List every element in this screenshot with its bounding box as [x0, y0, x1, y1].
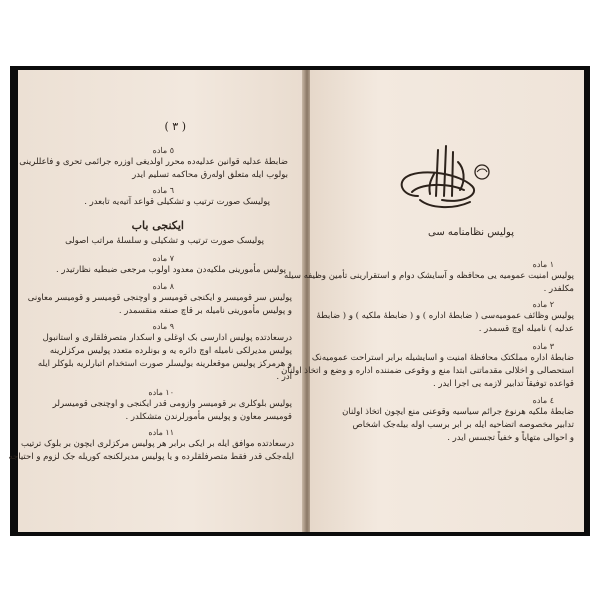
- article-heading: ١٠ ماده: [148, 388, 174, 397]
- article-heading: ١ ماده: [532, 260, 554, 269]
- article-heading: ٤ ماده: [532, 396, 554, 405]
- article-heading: ٩ ماده: [152, 322, 174, 331]
- article-heading: ٣ ماده: [532, 342, 554, 351]
- text-line: ضابطهٔ ملکیه هرنوع جرائم سیاسیه وقوعنی منع ایچون اتخاذ اولنان: [342, 407, 574, 417]
- text-line: پولیس وظائف عمومیه‌سی ( ضابطهٔ اداره ) و ( ضابطهٔ ملکیه ) و ( ضابطهٔ: [316, 311, 574, 321]
- text-line: ضابطهٔ عدلیه قوانین عدلیه‌ده محرر اولدیغی اوزره جرائمی تحری و فاعللرینی: [19, 157, 288, 167]
- tughra-emblem-icon: [390, 138, 500, 218]
- article-heading: ١١ ماده: [148, 428, 174, 437]
- text-line: پولیس مأمورینی ملکیه‌دن معدود اولوب مرجعی ضبطیه نظارتیدر .: [55, 265, 286, 275]
- text-line: درسعادتده موافق ایله بر ایکی برابر هر پولیس مرکزلری ایچون بر بلوک ترتیب: [20, 439, 294, 449]
- text-line: ادر .: [276, 372, 292, 382]
- text-line: بولوب ایله متعلق اوله‌رق محاکمه تسلیم ایدر: [132, 170, 288, 180]
- chapter-subtitle: پولیسک صورت ترتیب و تشکیلی و سلسلهٔ مراتب اصولی: [65, 236, 264, 246]
- left-page: [8, 70, 304, 532]
- text-line: درسعادتده پولیس ادارسی بک اوغلی و اسکدار متصرفلقلری و استانبول: [42, 333, 292, 343]
- document-title: پولیس نظامنامه سی: [427, 227, 514, 238]
- text-line: تدابیر مخصوصه اتضاحیه ایله بر ابر برسب اوله بیله‌جک اشخاص: [352, 420, 574, 430]
- text-line: پولیس سر قومیسر و ایکنجی قومیسر و اوچنجی قومیسر و قومیسر معاونی: [27, 293, 292, 303]
- text-line: ضابطهٔ اداره مملکتک محافظهٔ امنیت و اسایشیله برابر استراحت عمومیه‌نک: [311, 353, 574, 363]
- text-line: استحصالی و اخلالی مقدماتنی ابتدا منع و وقوعی ضمننده اداره و وضع و اتخاذ اولنان: [281, 366, 574, 376]
- article-heading: ٥ ماده: [152, 146, 174, 155]
- text-line: عدلیه ) نامیله اوچ قسمدر .: [478, 324, 574, 334]
- article-heading: ٦ ماده: [152, 186, 174, 195]
- open-book: [10, 66, 590, 536]
- text-line: و پولیس مأمورینی نامیله بر قاچ صنفه منقسمدر .: [118, 306, 292, 316]
- text-line: قومیسر معاون و پولیس مأمورلرندن متشکلدر .: [125, 412, 292, 422]
- text-line: مکلفدر .: [543, 284, 574, 294]
- article-heading: ٧ ماده: [152, 254, 174, 263]
- text-line: قواعده توفیقاً تدابیر لازمه یی اجرا ایدر .: [433, 379, 574, 389]
- text-line: و احوالی متهایاً و خفیاً تجسس ایدر .: [447, 433, 574, 443]
- text-line: و هرمرکز پولیس موقعلرینه بولیسلر صورت استخدام اتبارلریه بلوکلر ایله: [37, 359, 292, 369]
- article-heading: ٢ ماده: [532, 300, 554, 309]
- text-line: پولیس مدیرلکی نامیله اوچ دائره یه و بونلرده متعدد پولیس مرکزلرینه: [49, 346, 292, 356]
- page-number: ( ٣ ): [164, 120, 186, 133]
- text-line: پولیس بلوکلری بر قومیسر وازومی قدر ایکنجی و اوچنجی قومیسرلر: [52, 399, 292, 409]
- text-line: پولیس امنیت عمومیه یی محافظه و آسایشک دوام و استقرارینی تأمین وظیفه سیله: [283, 271, 574, 281]
- chapter-heading: ایکنجی باب: [131, 219, 184, 232]
- text-line: ایله‌جکی قدر فقط متصرفلقلرده و یا پولیس مدیرلکنجه کوریله جک لزوم و احتیاجه: [8, 452, 294, 462]
- text-line: پولیسک صورت ترتیب و تشکیلی قواعد آتیه‌یه تابعدر .: [84, 197, 270, 207]
- article-heading: ٨ ماده: [152, 282, 174, 291]
